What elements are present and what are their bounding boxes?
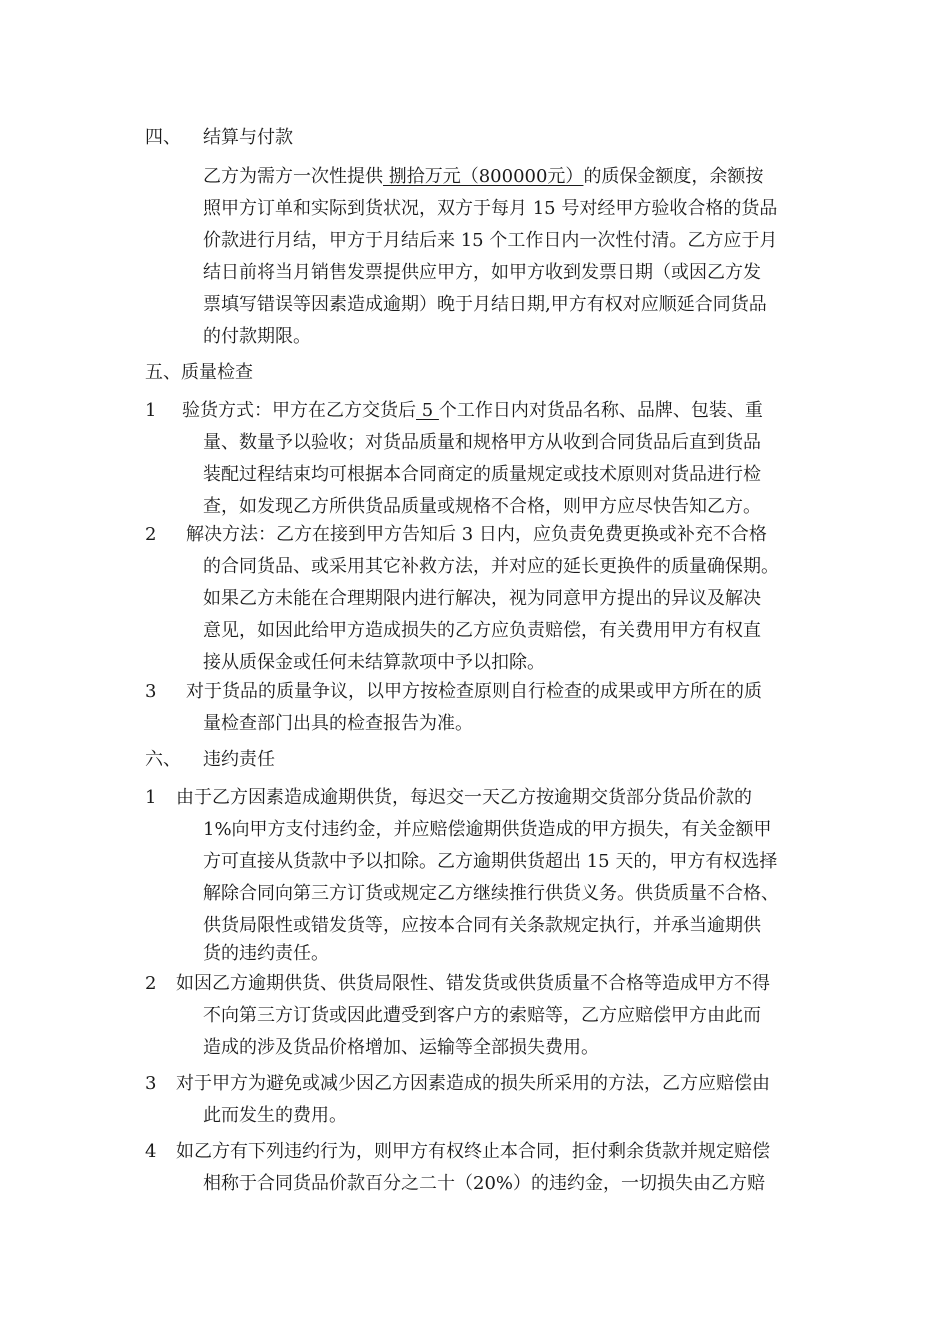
section-5-item-3-line-1: 对于货品的质量争议，以甲方按检查原则自行检查的成果或甲方所在的质 bbox=[186, 681, 762, 702]
section-6-item-4-line-2: 相称于合同货品价款百分之二十（20%）的违约金，一切损失由乙方赔 bbox=[203, 1173, 766, 1194]
section-6-item-1-line-3: 方可直接从货款中予以扣除。乙方逾期供货超出 15 天的，甲方有权选择 bbox=[203, 851, 778, 872]
section-5-item-1-line-2: 量、数量予以验收；对货品质量和规格甲方从收到合同货品后直到货品 bbox=[203, 432, 761, 453]
section-6-item-3-number: 3 bbox=[145, 1073, 157, 1094]
section-5-item-2-number: 2 bbox=[145, 524, 157, 545]
section-6-item-1-line-1: 由于乙方因素造成逾期供货，每迟交一天乙方按逾期交货部分货品价款的 bbox=[176, 787, 752, 808]
section-5-title: 五、质量检查 bbox=[145, 362, 253, 383]
section-5-item-1-number: 1 bbox=[145, 400, 157, 421]
section-4-line-3: 价款进行月结，甲方于月结后来 15 个工作日内一次性付清。乙方应于月 bbox=[203, 230, 778, 251]
section-6-item-2-line-1: 如因乙方逾期供货、供货局限性、错发货或供货质量不合格等造成甲方不得 bbox=[176, 973, 770, 994]
section-4-line-1 bbox=[203, 164, 763, 190]
section-4-line-6: 的付款期限。 bbox=[203, 326, 311, 347]
section-6-item-4-line-1: 如乙方有下列违约行为，则甲方有权终止本合同，拒付剩余货款并规定赔偿 bbox=[176, 1141, 770, 1162]
section-6-item-1-line-2: 1%向甲方支付违约金，并应赔偿逾期供货造成的甲方损失，有关金额甲 bbox=[203, 819, 772, 840]
section-4-number: 四、 bbox=[145, 127, 181, 148]
section-5-item-1-line-1 bbox=[182, 398, 763, 424]
section-6-item-3-line-1: 对于甲方为避免或减少因乙方因素造成的损失所采用的方法，乙方应赔偿由 bbox=[176, 1073, 770, 1094]
section-6-item-3-line-2: 此而发生的费用。 bbox=[203, 1105, 347, 1126]
section-5-item-2-line-5: 接从质保金或任何未结算款项中予以扣除。 bbox=[203, 652, 545, 673]
section-4-line-4: 结日前将当月销售发票提供应甲方，如甲方收到发票日期（或因乙方发 bbox=[203, 262, 761, 283]
section-6-item-1-line-6: 货的违约责任。 bbox=[203, 943, 329, 964]
section-5-item-2-line-3: 如果乙方未能在合理期限内进行解决，视为同意甲方提出的异议及解决 bbox=[203, 588, 761, 609]
section-4-title: 结算与付款 bbox=[203, 127, 293, 148]
section-6-item-1-line-5: 供货局限性或错发货等，应按本合同有关条款规定执行，并承当逾期供 bbox=[203, 915, 761, 936]
section-4-line-2: 照甲方订单和实际到货状况，双方于每月 15 号对经甲方验收合格的货品 bbox=[203, 198, 778, 219]
section-6-title: 违约责任 bbox=[203, 749, 275, 770]
deposit-amount: 捌拾万元（800000元） bbox=[383, 166, 584, 187]
section-4-line-5: 票填写错误等因素造成逾期）晚于月结日期,甲方有权对应顺延合同货品 bbox=[203, 294, 767, 315]
section-4-line-1-post: 的质保金额度，余额按 bbox=[583, 166, 764, 187]
section-6-item-1-line-4: 解除合同向第三方订货或规定乙方继续推行供货义务。供货质量不合格、 bbox=[203, 883, 779, 904]
section-6-item-1-number: 1 bbox=[145, 787, 157, 808]
section-6-number: 六、 bbox=[145, 749, 181, 770]
section-5-item-2-line-1: 解决方法：乙方在接到甲方告知后 3 日内，应负责免费更换或补充不合格 bbox=[186, 524, 767, 545]
section-6-item-4-number: 4 bbox=[145, 1141, 157, 1162]
section-5-item-1-pre: 验货方式：甲方在乙方交货后 bbox=[182, 400, 416, 421]
section-6-item-2-line-2: 不向第三方订货或因此遭受到客户方的索赔等，乙方应赔偿甲方由此而 bbox=[203, 1005, 761, 1026]
section-5-item-1-line-3: 装配过程结束均可根据本合同商定的质量规定或技术原则对货品进行检 bbox=[203, 464, 761, 485]
section-6-item-2-number: 2 bbox=[145, 973, 157, 994]
section-5-item-3-number: 3 bbox=[145, 681, 157, 702]
section-5-item-2-line-2: 的合同货品、或采用其它补救方法，并对应的延长更换件的质量确保期。 bbox=[203, 556, 779, 577]
section-5-item-1-post: 个工作日内对货品名称、品牌、包装、重 bbox=[438, 400, 763, 421]
section-4-line-1-pre: 乙方为需方一次性提供 bbox=[203, 166, 383, 187]
section-5-item-2-line-4: 意见，如因此给甲方造成损失的乙方应负责赔偿，有关费用甲方有权直 bbox=[203, 620, 761, 641]
section-6-item-2-line-3: 造成的涉及货品价格增加、运输等全部损失费用。 bbox=[203, 1037, 599, 1058]
section-5-item-3-line-2: 量检查部门出具的检查报告为准。 bbox=[203, 713, 473, 734]
section-5-item-1-line-4: 查，如发现乙方所供货品质量或规格不合格，则甲方应尽快告知乙方。 bbox=[203, 496, 761, 517]
inspection-days: 5 bbox=[416, 400, 439, 421]
